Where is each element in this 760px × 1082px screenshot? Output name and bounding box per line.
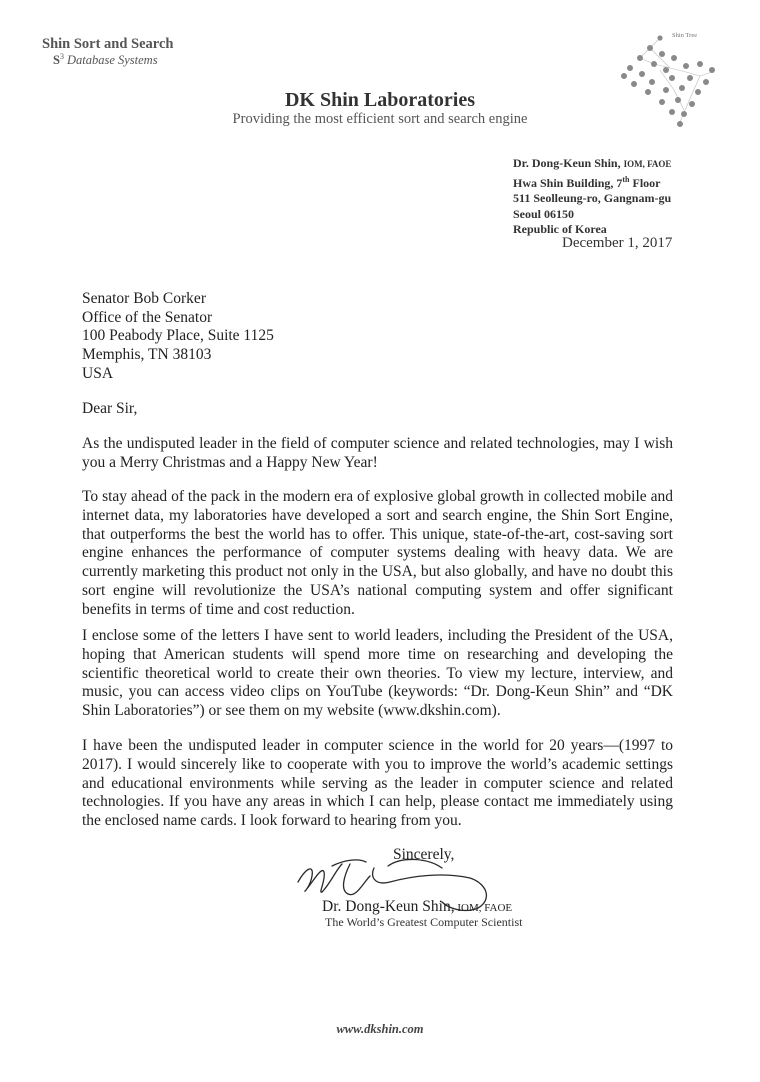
- sender-building-floor: Floor: [629, 176, 661, 191]
- recipient-street: 100 Peabody Place, Suite 1125: [82, 327, 274, 345]
- sender-city: Seoul 06150: [513, 206, 575, 221]
- sender-building-sup: th: [622, 175, 630, 185]
- sender-name: Dr. Dong-Keun Shin,: [513, 156, 621, 170]
- sender-building-text: Hwa Shin Building, 7: [513, 176, 623, 191]
- recipient-city: Memphis, TN 38103: [82, 346, 212, 364]
- body-paragraph-3: I enclose some of the letters I have sent to world leaders, including the President of the USA, hoping that American students will spend more time on researching and developing the scientific theoretical world to create their own theories. To view my lecture, interview, and music, you can access video clips on YouTube (keywords: “Dr. Dong-Keun Shin” and “DK Shin Laboratories”) or see them on my website (www.dkshin.com).: [82, 627, 673, 720]
- signer-title: The World’s Greatest Computer Scientist: [325, 915, 523, 929]
- signer-name-line: [322, 898, 512, 916]
- brand-superscript: 3: [59, 52, 64, 61]
- company-title: DK Shin Laboratories: [284, 89, 476, 111]
- sender-name-line: [513, 156, 671, 172]
- shin-tree-label: Shin Tree: [672, 32, 698, 39]
- body-paragraph-1: As the undisputed leader in the field of computer science and related technologies, may I wish you a Merry Christmas and a Happy New Year!: [82, 435, 673, 471]
- body-paragraph-4: I have been the undisputed leader in computer science in the world for 20 years—(1997 to 2017). I would sincerely like to cooperate with you to improve the world’s academic settings and educational environments while serving as the leader in computer science and related technologies. If you have any areas in which I can help, please contact me immediately using the enclosed name cards. I look forward to hearing from you.: [82, 737, 673, 830]
- recipient-address: [82, 290, 274, 384]
- brand-subtitle: [53, 52, 158, 68]
- salutation: Dear Sir,: [82, 400, 138, 417]
- sender-honors: IOM, FAOE: [623, 159, 672, 169]
- sender-address: [513, 156, 671, 237]
- recipient-name: Senator Bob Corker: [82, 290, 206, 307]
- recipient-office: Office of the Senator: [82, 308, 213, 326]
- brand-name: Shin Sort and Search: [42, 36, 174, 52]
- letter-date: December 1, 2017: [562, 235, 673, 251]
- brand-s: S: [53, 53, 60, 68]
- body-paragraph-2: To stay ahead of the pack in the modern era of explosive global growth in collected mobile and internet data, my laboratories have developed a sort and search engine, the Shin Sort Engine, that outperforms the best the world has to offer. This unique, state-of-the-art, cost-saving sort engine enhances the performance of computer systems dealing with heavy data. We are currently marketing this product not only in the USA, but also globally, and have no doubt this sort engine will revolutionize the USA’s national computing system and offer significant benefits in terms of time and cost reduction.: [82, 488, 673, 618]
- brand-database-systems: Database Systems: [66, 53, 158, 68]
- closing: Sincerely,: [393, 846, 455, 863]
- footer-website: www.dkshin.com: [336, 1022, 424, 1036]
- sender-street: 511 Seolleung-ro, Gangnam-gu: [513, 191, 672, 206]
- signer-name: Dr. Dong-Keun Shin,: [322, 898, 455, 915]
- sender-building: [513, 172, 671, 191]
- recipient-country: USA: [82, 364, 114, 382]
- company-tagline: Providing the most efficient sort and search engine: [232, 111, 528, 127]
- signer-honors: IOM, FAOE: [454, 902, 513, 914]
- sender-country: Republic of Korea: [513, 221, 607, 236]
